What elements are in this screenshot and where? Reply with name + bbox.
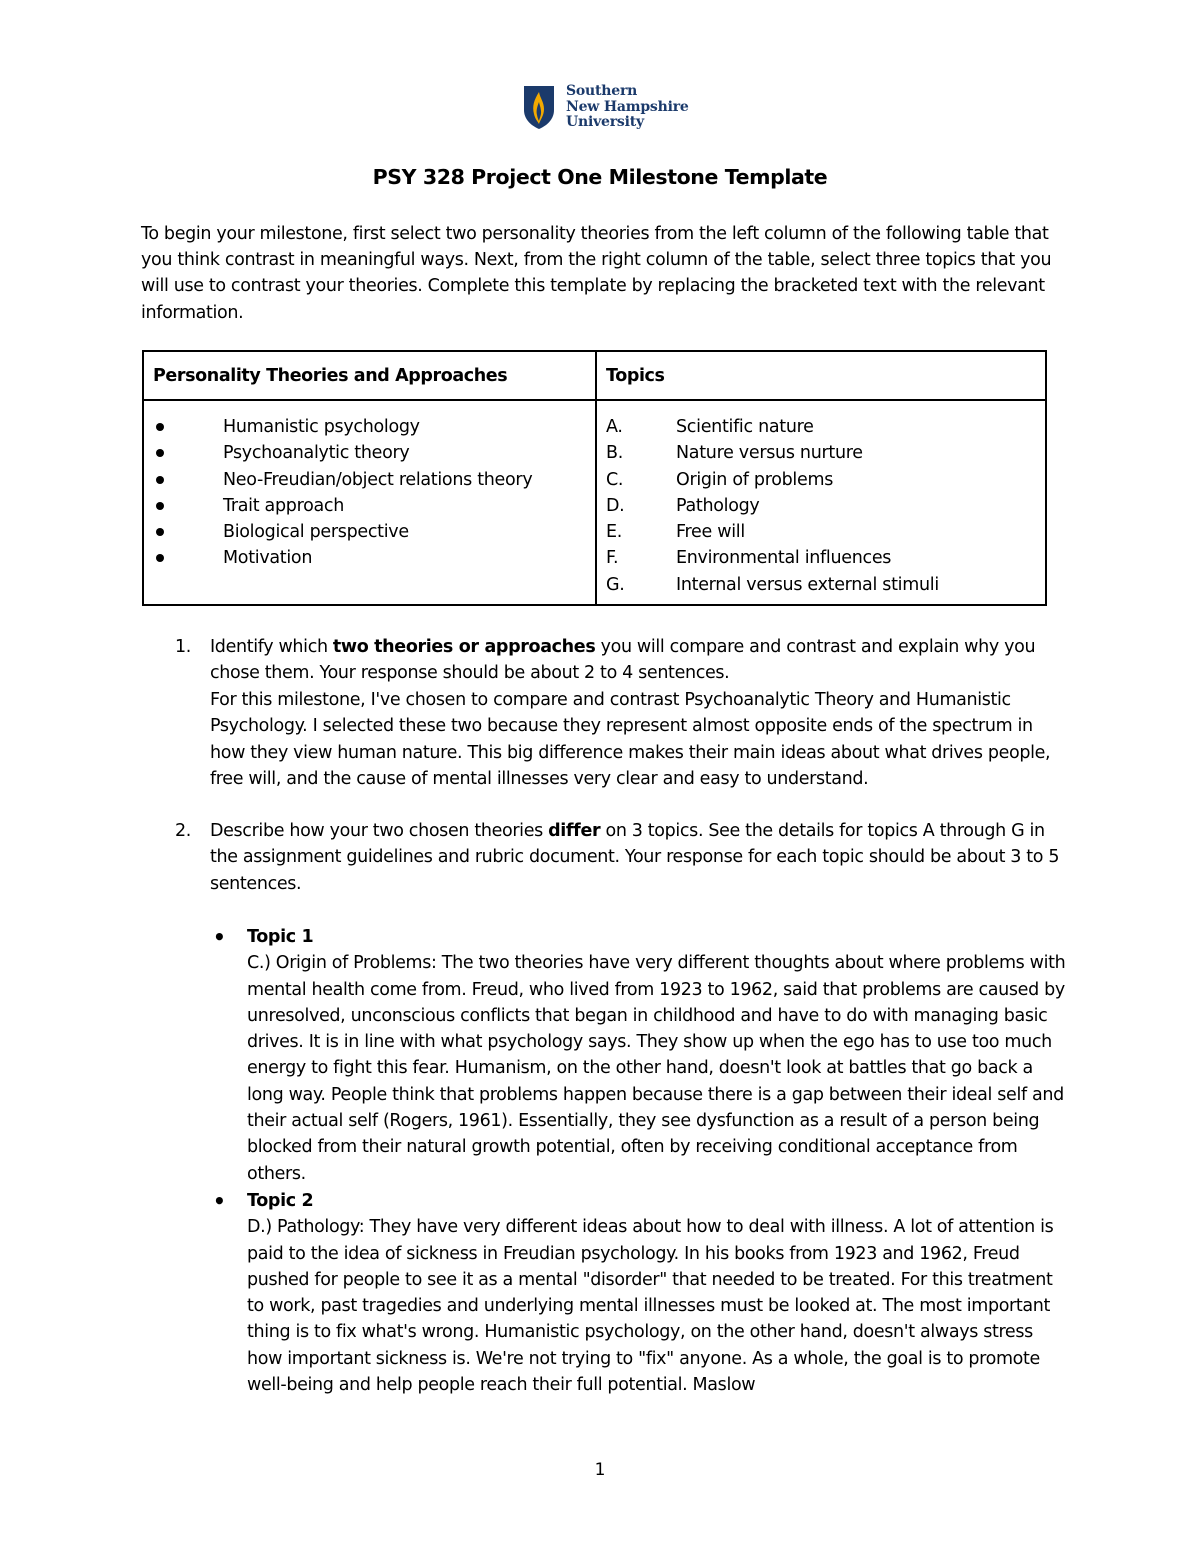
theory-label: Humanistic psychology xyxy=(223,417,420,437)
topic-letter: F. xyxy=(606,548,619,569)
topic-text: D.) Pathology: They have very different ideas about how to deal with illness. A lot of attention is paid to the idea of sickness in Freudian psychology. In his books from 1923 and 1962, Freud pushed for people to see it as a mental "disorder" that needed to be treated. For this treatment to work, past tragedies and underlying mental illnesses must be looked at. The most important thing is to fix what's wrong. Humanistic psychology, on the other hand, doesn't always stress how important sickness is. We're not trying to "fix" anyone. As a whole, the goal is to promote well-being and help people reach their full potential. Maslow xyxy=(247,1217,1054,1396)
topic-label: Origin of problems xyxy=(676,469,834,490)
logo-line-1: Southern xyxy=(566,83,638,99)
topic-letter: D. xyxy=(606,495,625,516)
topic-option xyxy=(606,572,1036,598)
question-body xyxy=(210,818,1070,897)
topic-option xyxy=(606,493,1036,519)
university-logo xyxy=(522,84,692,134)
topic-label: Nature versus nurture xyxy=(676,443,863,464)
theory-item xyxy=(153,493,583,519)
question-number: 2. xyxy=(175,821,191,841)
topic-label: Scientific nature xyxy=(676,417,814,437)
topic-body xyxy=(247,1188,1067,1398)
prompt-emphasis: two theories or approaches xyxy=(332,637,596,657)
theory-label: Psychoanalytic theory xyxy=(223,443,410,464)
logo-line-3: University xyxy=(566,114,644,130)
table-header-theories: Personality Theories and Approaches xyxy=(153,366,508,386)
bullet-dot-icon xyxy=(156,423,164,431)
question-number: 1. xyxy=(175,637,191,657)
shield-flame-icon xyxy=(522,84,556,130)
topic-heading: Topic 1 xyxy=(247,927,314,947)
table-header-topics: Topics xyxy=(606,366,665,386)
bullet-icon: • xyxy=(213,925,226,949)
bullet-dot-icon xyxy=(156,476,164,484)
topic-heading: Topic 2 xyxy=(247,1191,314,1211)
question-prompt xyxy=(210,818,1070,897)
bullet-dot-icon xyxy=(156,502,164,510)
topic-letter: C. xyxy=(606,469,624,490)
topic-option xyxy=(606,440,1036,466)
topic-letter: G. xyxy=(606,574,625,595)
theory-item xyxy=(153,519,583,545)
page-title: PSY 328 Project One Milestone Template xyxy=(372,165,828,189)
theory-item xyxy=(153,545,583,571)
topic-option xyxy=(606,545,1036,571)
bullet-dot-icon xyxy=(156,449,164,457)
topic-label: Internal versus external stimuli xyxy=(676,574,939,595)
topic-text: C.) Origin of Problems: The two theories have very different thoughts about where problems with mental health come from. Freud, who lived from 1923 to 1962, said that problems are caused by unresolved, unconscious conflicts that began in childhood and have to do with managing basic drives. It is in line with what psychology says. They show up when the ego has to use too much energy to fight this fear. Humanism, on the other hand, doesn't look at battles that go back a long way. People think that problems happen because there is a gap between their ideal self and their actual self (Rogers, 1961). Essentially, they see dysfunction as a result of a person being blocked from their natural growth potential, often by receiving conditional acceptance from others. xyxy=(247,953,1066,1184)
logo-wordmark xyxy=(566,84,689,131)
theory-label: Neo-Freudian/object relations theory xyxy=(223,469,533,490)
topic-option xyxy=(606,467,1036,493)
topic-option xyxy=(606,414,1036,440)
table-column-divider xyxy=(595,352,597,604)
prompt-text: you will compare and contrast and explain why you chose them. Your response should be about 2 to 4 sentences. xyxy=(210,637,1036,684)
prompt-text: Describe how your two chosen theories xyxy=(210,821,549,841)
page-number: 1 xyxy=(594,1460,606,1480)
prompt-text: Identify which xyxy=(210,637,333,657)
theory-label: Trait approach xyxy=(223,495,345,516)
topic-label: Free will xyxy=(676,522,745,543)
topic-body xyxy=(247,924,1067,1187)
question-prompt xyxy=(210,634,1070,687)
theory-label: Biological perspective xyxy=(223,522,409,543)
topic-label: Pathology xyxy=(676,495,760,516)
bullet-dot-icon xyxy=(156,528,164,536)
topics-list xyxy=(606,414,1036,598)
bullet-icon: • xyxy=(213,1189,226,1213)
topic-letter: A. xyxy=(606,417,623,437)
table-header-divider xyxy=(144,399,1045,401)
intro-paragraph: To begin your milestone, first select two personality theories from the left column of the following table that you think contrast in meaningful ways. Next, from the right column of the table, select three topics that you will use to contrast your theories. Complete this template by replacing the bracketed text with the relevant information. xyxy=(141,224,1052,323)
theory-item xyxy=(153,440,583,466)
question-body xyxy=(210,634,1070,792)
theories-list xyxy=(153,414,583,572)
theory-label: Motivation xyxy=(223,548,313,569)
theory-item xyxy=(153,467,583,493)
theory-item xyxy=(153,414,583,440)
logo-line-2: New Hampshire xyxy=(566,98,689,115)
question-answer: For this milestone, I've chosen to compare and contrast Psychoanalytic Theory and Humanistic Psychology. I selected these two because they represent almost opposite ends of the spectrum in how they view human nature. This big difference makes their main ideas about what drives people, free will, and the cause of mental illnesses very clear and easy to understand. xyxy=(210,689,1051,790)
theories-topics-table xyxy=(142,350,1047,606)
prompt-text: on 3 topics. See the details for topics A through G in the assignment guidelines and rubric document. Your response for each topic should be about 3 to 5 sentences. xyxy=(210,821,1060,894)
prompt-emphasis: differ xyxy=(548,821,601,841)
topic-letter: E. xyxy=(606,522,623,543)
topic-option xyxy=(606,519,1036,545)
topic-label: Environmental influences xyxy=(676,548,892,569)
topic-letter: B. xyxy=(606,443,623,464)
bullet-dot-icon xyxy=(156,554,164,562)
